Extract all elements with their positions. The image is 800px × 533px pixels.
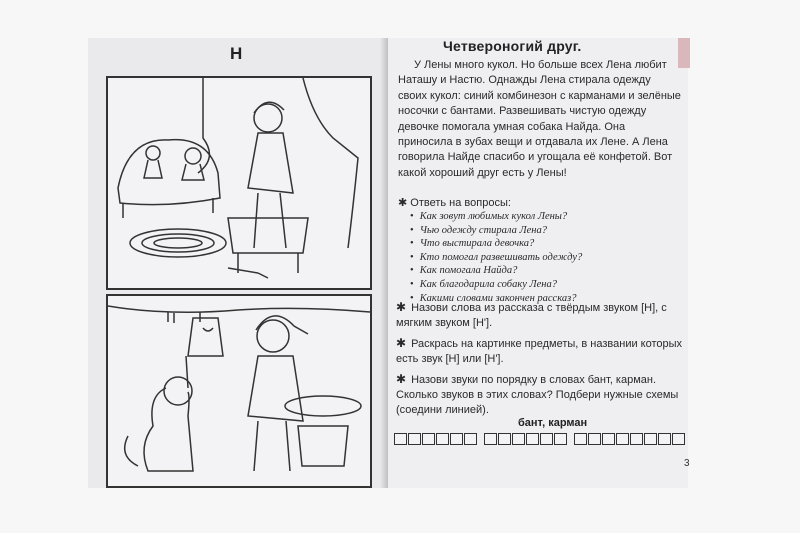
left-page xyxy=(88,38,388,488)
sound-box xyxy=(498,433,511,445)
sound-scheme-box-group xyxy=(394,433,478,445)
story-paragraph: У Лены много кукол. Но больше всех Лена любит Наташу и Настю. Однажды Лена стирала одежду своих кукол: синий комбинезон с карманами и зелёные носочки с бантами. Развешивать чистую одежду девочке помогала умная собака Найда. Она приносила в зубах вещи и отдавала их Лене. А Лена говорила Найде спасибо и угощала её конфетой. Вот какой хороший друг есть у Лены! xyxy=(398,59,681,179)
sound-box xyxy=(658,433,671,445)
sound-box xyxy=(464,433,477,445)
question-item: • Как благодарила собаку Лена? xyxy=(410,278,582,292)
sound-box xyxy=(512,433,525,445)
sound-box xyxy=(540,433,553,445)
sound-scheme-box-group xyxy=(630,433,686,445)
book-spread xyxy=(88,38,688,488)
sound-box xyxy=(616,433,629,445)
asterisk-icon: ✱ xyxy=(396,336,407,350)
asterisk-icon: ✱ xyxy=(398,197,408,209)
page-number: 3 xyxy=(684,458,690,469)
sound-box xyxy=(394,433,407,445)
questions-heading-text: Ответь на вопросы: xyxy=(410,197,511,209)
sound-box xyxy=(630,433,643,445)
illustration-girl-with-dolls xyxy=(106,76,372,290)
sound-box xyxy=(408,433,421,445)
scheme-words: бант, карман xyxy=(518,417,588,429)
questions-list xyxy=(410,210,582,305)
task-sound-schemes xyxy=(396,372,686,418)
sound-box xyxy=(422,433,435,445)
asterisk-icon: ✱ xyxy=(396,300,407,314)
sound-box xyxy=(484,433,497,445)
question-item: • Какими словами закончен рассказ? xyxy=(410,292,582,306)
asterisk-icon: ✱ xyxy=(396,372,407,386)
sound-box xyxy=(672,433,685,445)
sound-box xyxy=(436,433,449,445)
sound-box xyxy=(574,433,587,445)
cover-edge xyxy=(678,38,690,68)
question-item: • Как зовут любимых кукол Лены? xyxy=(410,210,582,224)
questions-heading xyxy=(398,196,511,209)
question-item: • Как помогала Найда? xyxy=(410,264,582,278)
sound-scheme-box-group xyxy=(574,433,630,445)
sound-box xyxy=(602,433,615,445)
sound-box xyxy=(526,433,539,445)
question-item: • Что выстирала девочка? xyxy=(410,237,582,251)
task-text: Назови звуки по порядку в словах бант, карман. Сколько звуков в этих словах? Подбери нужные схемы (соедини линией). xyxy=(396,374,679,416)
sound-box xyxy=(450,433,463,445)
right-page xyxy=(388,38,688,488)
sound-box xyxy=(644,433,657,445)
task-text: Раскрась на картинке предметы, в названии которых есть звук [Н] или [Н']. xyxy=(396,338,683,365)
sound-box xyxy=(554,433,567,445)
sound-scheme-box-group xyxy=(484,433,568,445)
laundry-drawing xyxy=(108,296,370,486)
question-item: • Чью одежду стирала Лена? xyxy=(410,224,582,238)
story-text xyxy=(398,58,682,181)
sound-box xyxy=(588,433,601,445)
illustration-girl-hanging-laundry xyxy=(106,294,372,488)
room-drawing xyxy=(108,78,370,288)
page-letter: Н xyxy=(230,44,243,63)
story-title: Четвероногий друг. xyxy=(443,38,582,54)
sound-schemes xyxy=(394,433,694,449)
task-colour-picture xyxy=(396,336,686,367)
task-text: Назови слова из рассказа с твёрдым звуком [Н], с мягким звуком [Н']. xyxy=(396,302,667,329)
task-name-words xyxy=(396,300,686,331)
question-item: • Кто помогал развешивать одежду? xyxy=(410,251,582,265)
